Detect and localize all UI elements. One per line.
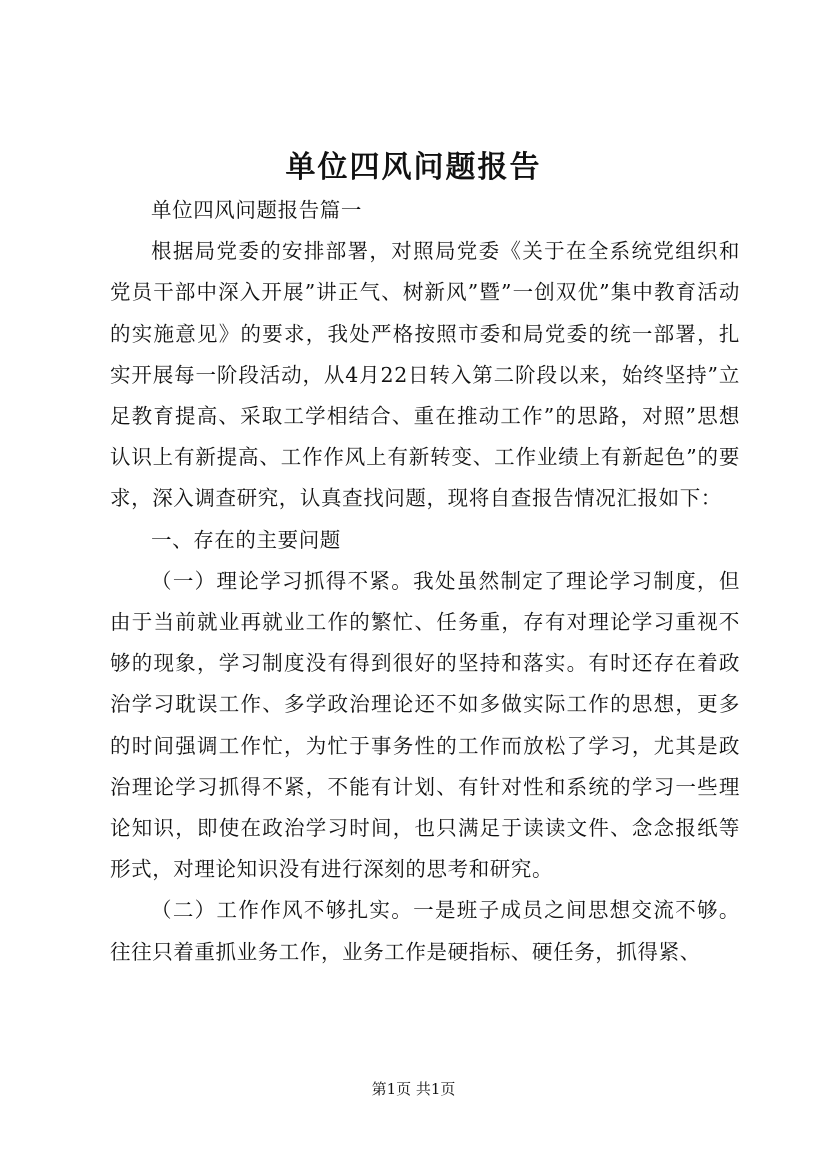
body-paragraph: （一）理论学习抓得不紧。我处虽然制定了理论学习制度，但由于当前就业再就业工作的繁忙、任务重，存有对理论学习重视不够的现象，学习制度没有得到很好的坚持和落实。有时还存在着政治学习耽误工作、多学政治理论还不如多做实际工作的思想，更多的时间强调工作忙，为忙于事务性的工作而放松了学习，尤其是政治理论学习抓得不紧，不能有计划、有针对性和系统的学习一些理论知识，即使在政治学习时间，也只满足于读读文件、念念报纸等形式，对理论知识没有进行深刻的思考和研究。 xyxy=(110,568,740,882)
section-heading: 一、存在的主要问题 xyxy=(151,527,341,552)
page-footer: 第1页 共1页 xyxy=(371,1080,456,1098)
body-paragraph: 根据局党委的安排部署，对照局党委《关于在全系统党组织和党员干部中深入开展”讲正气、树新风”暨”一创双优”集中教育活动的实施意见》的要求，我处严格按照市委和局党委的统一部署，扎实开展每一阶段活动，从4月22日转入第二阶段以来，始终坚持”立足教育提高、采取工学相结合、重在推动工作”的思路，对照”思想认识上有新提高、工作作风上有新转变、工作业绩上有新起色”的要求，深入调查研究，认真查找问题，现将自查报告情况汇报如下： xyxy=(110,239,740,511)
document-body xyxy=(110,190,740,973)
document-title: 单位四风问题报告 xyxy=(285,150,542,185)
section-heading: 单位四风问题报告篇一 xyxy=(151,198,362,222)
body-paragraph: （二）工作作风不够扎实。一是班子成员之间思想交流不够。往往只着重抓业务工作，业务工作是硬指标、硬任务，抓得紧、 xyxy=(110,898,740,964)
